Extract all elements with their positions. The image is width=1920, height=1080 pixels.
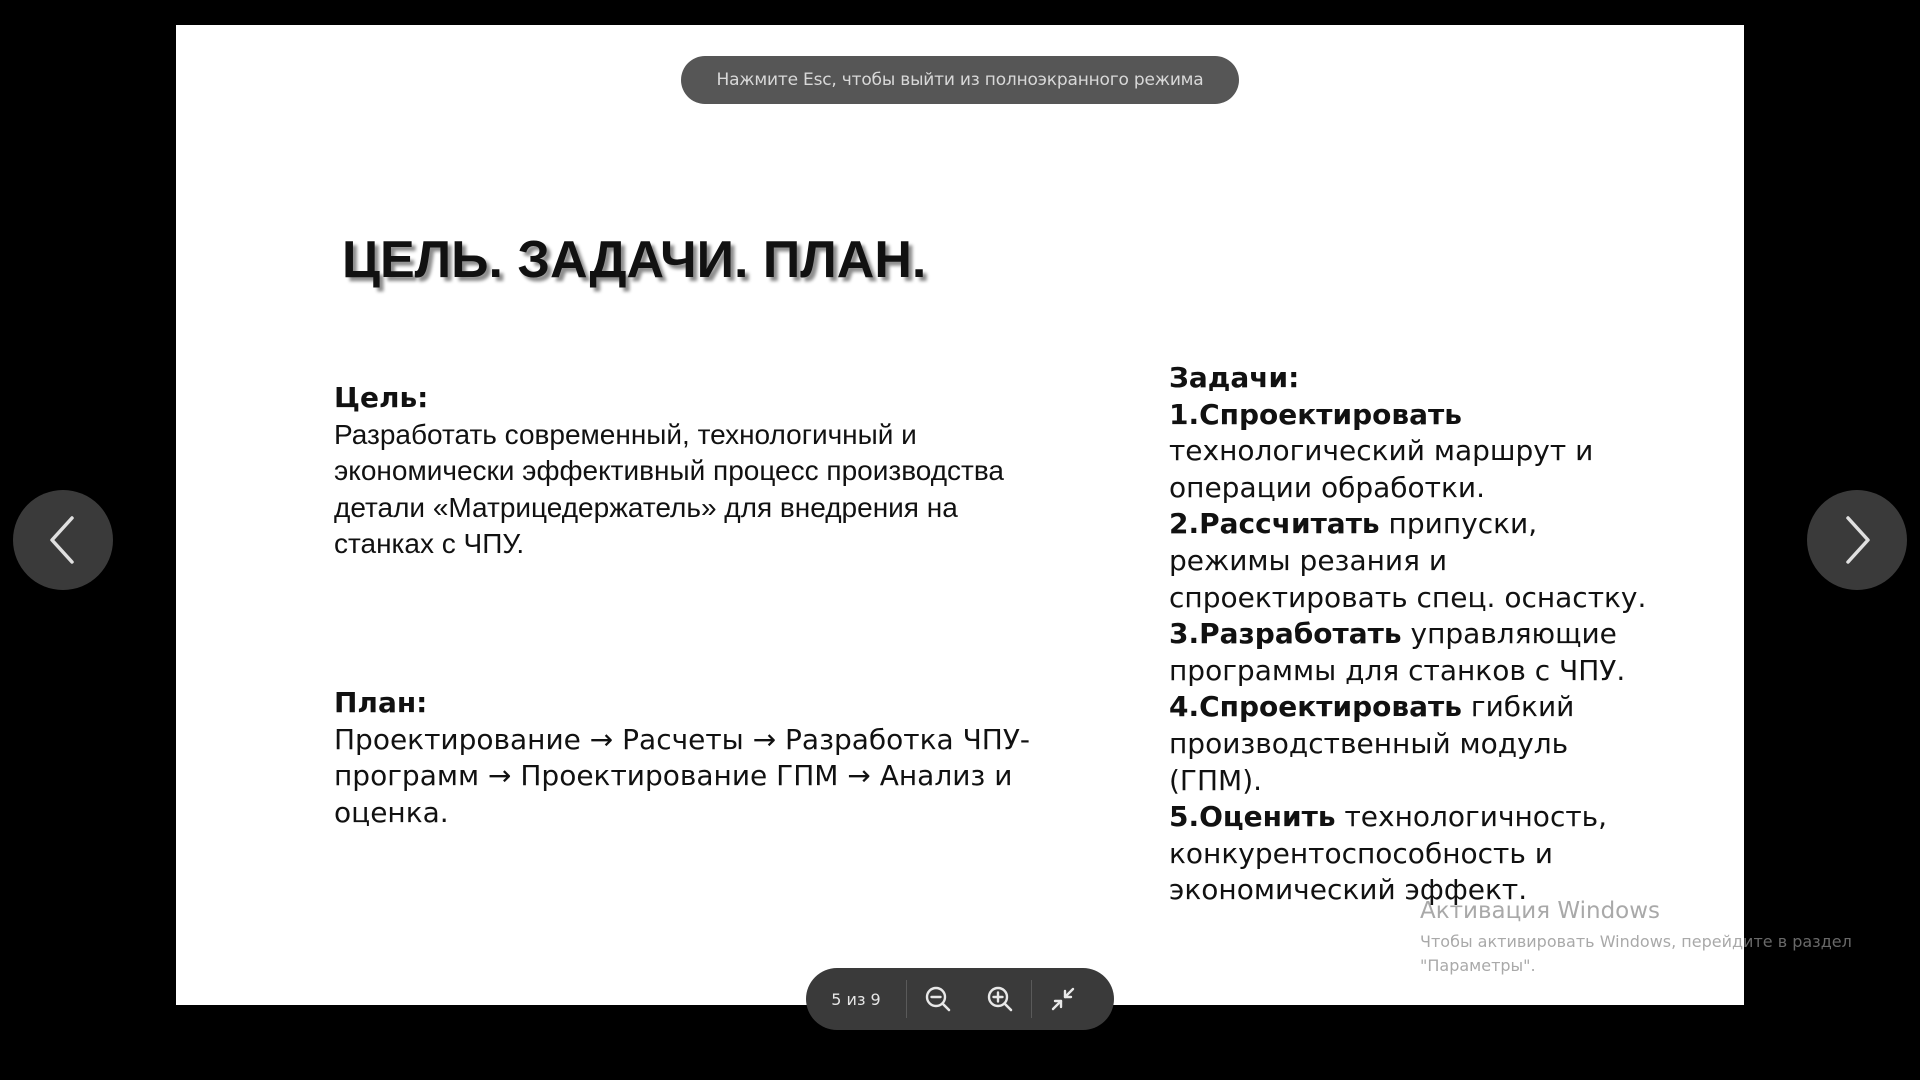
task-text: технологичность, конкурентоспособность и экономический эффект. [1169, 800, 1608, 907]
task-text: технологический маршрут и операции обработки. [1169, 434, 1594, 504]
task-item [1169, 689, 1649, 799]
task-verb: 3.Разработать [1169, 617, 1402, 651]
task-text: припуски, режимы резания и спроектировать спец. оснастку. [1169, 507, 1647, 614]
task-item [1169, 616, 1649, 689]
zoom-in-icon [986, 985, 1014, 1013]
exit-fullscreen-button[interactable] [1032, 968, 1094, 1030]
exit-fullscreen-icon [1049, 985, 1077, 1013]
task-item [1169, 506, 1649, 616]
task-text: гибкий производственный модуль (ГПМ). [1169, 690, 1575, 797]
slide [176, 25, 1744, 1005]
chevron-right-icon [1838, 514, 1876, 566]
activation-subtitle: Чтобы активировать Windows, перейдите в раздел "Параметры". [1420, 932, 1852, 975]
zoom-out-icon [924, 985, 952, 1013]
task-text: управляющие программы для станков с ЧПУ. [1169, 617, 1626, 687]
tasks-heading: Задачи: [1169, 361, 1300, 394]
task-verb: 5.Оценить [1169, 800, 1336, 834]
task-item [1169, 799, 1649, 909]
fullscreen-hint-text: Нажмите Esc, чтобы выйти из полноэкранного режима [716, 70, 1204, 90]
goal-block [334, 380, 1034, 563]
fullscreen-hint [681, 56, 1239, 104]
tasks-block [1169, 360, 1649, 909]
goal-text: Разработать современный, технологичный и экономически эффективный процесс производства детали «Матрицедержатель» для внедрения на станках с ЧПУ. [334, 418, 1005, 560]
zoom-in-button[interactable] [969, 968, 1031, 1030]
plan-text: Проектирование → Расчеты → Разработка ЧПУ-программ → Проектирование ГПМ → Анализ и оценка. [334, 722, 1031, 829]
task-item [1169, 397, 1649, 507]
previous-slide-button[interactable] [13, 490, 113, 590]
page-counter: 5 из 9 [831, 989, 881, 1009]
slide-title: ЦЕЛЬ. ЗАДАЧИ. ПЛАН. [342, 231, 927, 289]
activation-title: Активация Windows [1420, 898, 1661, 924]
task-verb: 4.Спроектировать [1169, 690, 1462, 724]
goal-heading: Цель: [334, 381, 429, 414]
plan-block [334, 685, 1054, 831]
viewer-toolbar [806, 968, 1114, 1030]
plan-heading: План: [334, 686, 428, 719]
next-slide-button[interactable] [1807, 490, 1907, 590]
chevron-left-icon [44, 514, 82, 566]
task-verb: 1.Спроектировать [1169, 397, 1462, 431]
zoom-out-button[interactable] [907, 968, 969, 1030]
task-verb: 2.Рассчитать [1169, 507, 1380, 541]
